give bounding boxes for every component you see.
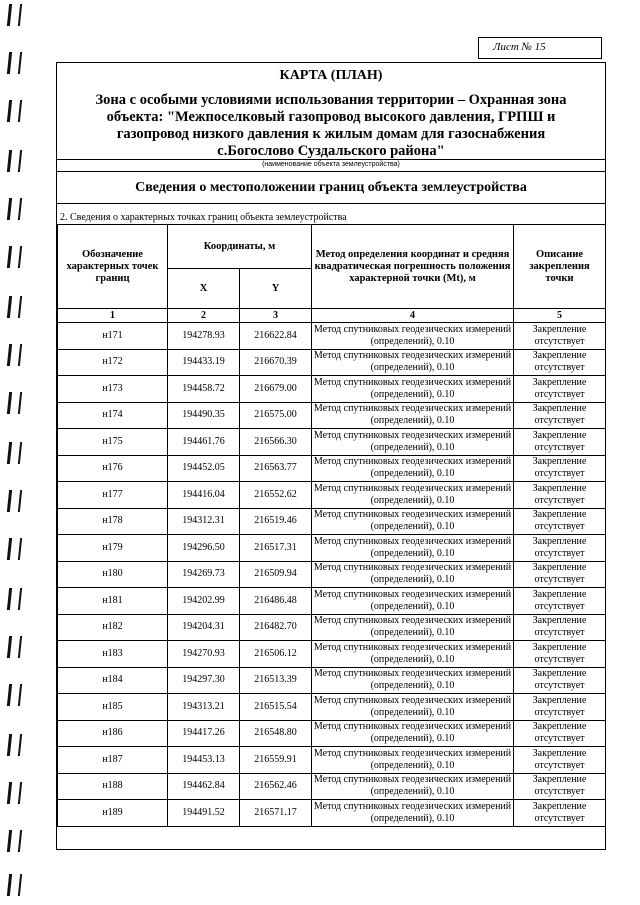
zone-caption: (наименование объекта землеустройства) <box>262 161 400 168</box>
fixing-cell: Закрепление отсутствует <box>514 747 606 774</box>
table-row <box>58 376 606 403</box>
point-id-cell: н173 <box>58 376 168 403</box>
table-row <box>58 482 606 509</box>
fixing-cell: Закрепление отсутствует <box>514 667 606 694</box>
fixing-cell: Закрепление отсутствует <box>514 720 606 747</box>
coord-x-cell: 194491.52 <box>168 800 240 827</box>
zone-line: газопровод низкого давления к жилым домам для газоснабжения <box>116 126 546 142</box>
point-id-cell: н179 <box>58 535 168 562</box>
name-underline <box>57 159 605 160</box>
coord-x-cell: 194296.50 <box>168 535 240 562</box>
fixing-cell: Закрепление отсутствует <box>514 800 606 827</box>
coord-y-cell: 216548.80 <box>240 720 312 747</box>
method-cell: Метод спутниковых геодезических измерений (определений), 0.10 <box>312 508 514 535</box>
coord-y-cell: 216566.30 <box>240 429 312 456</box>
coord-y-cell: 216519.46 <box>240 508 312 535</box>
method-cell: Метод спутниковых геодезических измерений (определений), 0.10 <box>312 376 514 403</box>
table-row <box>58 455 606 482</box>
zone-line: с.Богослово Суздальского района" <box>217 143 445 159</box>
point-id-cell: н180 <box>58 561 168 588</box>
zone-line: объекта: "Межпоселковый газопровод высокого давления, ГРПШ и <box>106 109 556 125</box>
coord-y-cell: 216513.39 <box>240 667 312 694</box>
header-fixing: Описание закрепления точки <box>514 225 606 309</box>
header-y: Y <box>240 269 312 309</box>
table-row <box>58 773 606 800</box>
coord-x-cell: 194458.72 <box>168 376 240 403</box>
fixing-cell: Закрепление отсутствует <box>514 508 606 535</box>
table-row <box>58 800 606 827</box>
column-number: 3 <box>240 309 312 323</box>
method-cell: Метод спутниковых геодезических измерений (определений), 0.10 <box>312 429 514 456</box>
coord-x-cell: 194297.30 <box>168 667 240 694</box>
coord-x-cell: 194204.31 <box>168 614 240 641</box>
point-id-cell: н181 <box>58 588 168 615</box>
method-cell: Метод спутниковых геодезических измерений (определений), 0.10 <box>312 455 514 482</box>
point-id-cell: н187 <box>58 747 168 774</box>
coord-y-cell: 216559.91 <box>240 747 312 774</box>
header-designation: Обозначение характерных точек границ <box>58 225 168 309</box>
method-cell: Метод спутниковых геодезических измерений (определений), 0.10 <box>312 720 514 747</box>
table-row <box>58 614 606 641</box>
fixing-cell: Закрепление отсутствует <box>514 402 606 429</box>
table-row <box>58 561 606 588</box>
method-cell: Метод спутниковых геодезических измерений (определений), 0.10 <box>312 482 514 509</box>
coord-x-cell: 194270.93 <box>168 641 240 668</box>
fixing-cell: Закрепление отсутствует <box>514 535 606 562</box>
points-table-body <box>58 323 606 827</box>
coord-x-cell: 194433.19 <box>168 349 240 376</box>
coord-x-cell: 194416.04 <box>168 482 240 509</box>
column-number-row <box>58 309 606 323</box>
column-number: 2 <box>168 309 240 323</box>
zone-line: Зона с особыми условиями использования территории – Охранная зона <box>95 92 567 108</box>
table-row <box>58 402 606 429</box>
method-cell: Метод спутниковых геодезических измерений (определений), 0.10 <box>312 641 514 668</box>
fixing-cell: Закрепление отсутствует <box>514 641 606 668</box>
points-table <box>57 224 606 827</box>
coord-x-cell: 194312.31 <box>168 508 240 535</box>
coord-y-cell: 216670.39 <box>240 349 312 376</box>
coord-y-cell: 216486.48 <box>240 588 312 615</box>
table-row <box>58 694 606 721</box>
coord-y-cell: 216482.70 <box>240 614 312 641</box>
table-row <box>58 535 606 562</box>
table-row <box>58 720 606 747</box>
fixing-cell: Закрепление отсутствует <box>514 349 606 376</box>
coord-x-cell: 194453.13 <box>168 747 240 774</box>
method-cell: Метод спутниковых геодезических измерений (определений), 0.10 <box>312 667 514 694</box>
coord-y-cell: 216575.00 <box>240 402 312 429</box>
method-cell: Метод спутниковых геодезических измерений (определений), 0.10 <box>312 747 514 774</box>
point-id-cell: н189 <box>58 800 168 827</box>
point-id-cell: н186 <box>58 720 168 747</box>
table-row <box>58 508 606 535</box>
point-id-cell: н174 <box>58 402 168 429</box>
point-id-cell: н171 <box>58 323 168 350</box>
column-number: 5 <box>514 309 606 323</box>
fixing-cell: Закрепление отсутствует <box>514 694 606 721</box>
fixing-cell: Закрепление отсутствует <box>514 455 606 482</box>
point-id-cell: н184 <box>58 667 168 694</box>
coord-y-cell: 216506.12 <box>240 641 312 668</box>
point-id-cell: н175 <box>58 429 168 456</box>
divider <box>57 171 605 172</box>
coord-y-cell: 216509.94 <box>240 561 312 588</box>
table-row <box>58 667 606 694</box>
point-id-cell: н185 <box>58 694 168 721</box>
method-cell: Метод спутниковых геодезических измерений (определений), 0.10 <box>312 694 514 721</box>
coord-y-cell: 216562.46 <box>240 773 312 800</box>
coord-x-cell: 194452.05 <box>168 455 240 482</box>
method-cell: Метод спутниковых геодезических измерений (определений), 0.10 <box>312 349 514 376</box>
table-row <box>58 588 606 615</box>
fixing-cell: Закрепление отсутствует <box>514 773 606 800</box>
subsection-title: 2. Сведения о характерных точках границ объекта землеустройства <box>60 212 347 223</box>
binding-holes <box>4 0 26 905</box>
coord-x-cell: 194269.73 <box>168 561 240 588</box>
coord-x-cell: 194462.84 <box>168 773 240 800</box>
table-row <box>58 323 606 350</box>
divider <box>57 203 605 204</box>
table-row <box>58 429 606 456</box>
coord-x-cell: 194278.93 <box>168 323 240 350</box>
fixing-cell: Закрепление отсутствует <box>514 482 606 509</box>
point-id-cell: н172 <box>58 349 168 376</box>
table-row <box>58 349 606 376</box>
method-cell: Метод спутниковых геодезических измерений (определений), 0.10 <box>312 561 514 588</box>
coord-y-cell: 216552.62 <box>240 482 312 509</box>
coord-y-cell: 216679.00 <box>240 376 312 403</box>
page-title: КАРТА (ПЛАН) <box>279 68 383 83</box>
column-number: 4 <box>312 309 514 323</box>
point-id-cell: н176 <box>58 455 168 482</box>
fixing-cell: Закрепление отсутствует <box>514 376 606 403</box>
coord-y-cell: 216563.77 <box>240 455 312 482</box>
header-coordinates: Координаты, м <box>168 225 312 269</box>
section-title: Сведения о местоположении границ объекта землеустройства <box>135 180 527 195</box>
fixing-cell: Закрепление отсутствует <box>514 429 606 456</box>
coord-x-cell: 194490.35 <box>168 402 240 429</box>
point-id-cell: н188 <box>58 773 168 800</box>
method-cell: Метод спутниковых геодезических измерений (определений), 0.10 <box>312 323 514 350</box>
point-id-cell: н177 <box>58 482 168 509</box>
fixing-cell: Закрепление отсутствует <box>514 588 606 615</box>
column-number: 1 <box>58 309 168 323</box>
table-row <box>58 641 606 668</box>
coord-x-cell: 194461.76 <box>168 429 240 456</box>
coord-x-cell: 194417.26 <box>168 720 240 747</box>
point-id-cell: н182 <box>58 614 168 641</box>
fixing-cell: Закрепление отсутствует <box>514 561 606 588</box>
point-id-cell: н183 <box>58 641 168 668</box>
coord-y-cell: 216622.84 <box>240 323 312 350</box>
header-x: X <box>168 269 240 309</box>
method-cell: Метод спутниковых геодезических измерений (определений), 0.10 <box>312 535 514 562</box>
point-id-cell: н178 <box>58 508 168 535</box>
coord-y-cell: 216571.17 <box>240 800 312 827</box>
method-cell: Метод спутниковых геодезических измерений (определений), 0.10 <box>312 402 514 429</box>
fixing-cell: Закрепление отсутствует <box>514 323 606 350</box>
header-method: Метод определения координат и средняя квадратическая погрешность положения характерной точки (Mt), м <box>312 225 514 309</box>
method-cell: Метод спутниковых геодезических измерений (определений), 0.10 <box>312 588 514 615</box>
table-row <box>58 747 606 774</box>
method-cell: Метод спутниковых геодезических измерений (определений), 0.10 <box>312 614 514 641</box>
coord-y-cell: 216515.54 <box>240 694 312 721</box>
coord-x-cell: 194202.99 <box>168 588 240 615</box>
fixing-cell: Закрепление отсутствует <box>514 614 606 641</box>
zone-description <box>70 92 592 160</box>
method-cell: Метод спутниковых геодезических измерений (определений), 0.10 <box>312 800 514 827</box>
table-header-row <box>58 225 606 269</box>
sheet-number: Лист № 15 <box>478 37 602 59</box>
method-cell: Метод спутниковых геодезических измерений (определений), 0.10 <box>312 773 514 800</box>
coord-x-cell: 194313.21 <box>168 694 240 721</box>
coord-y-cell: 216517.31 <box>240 535 312 562</box>
